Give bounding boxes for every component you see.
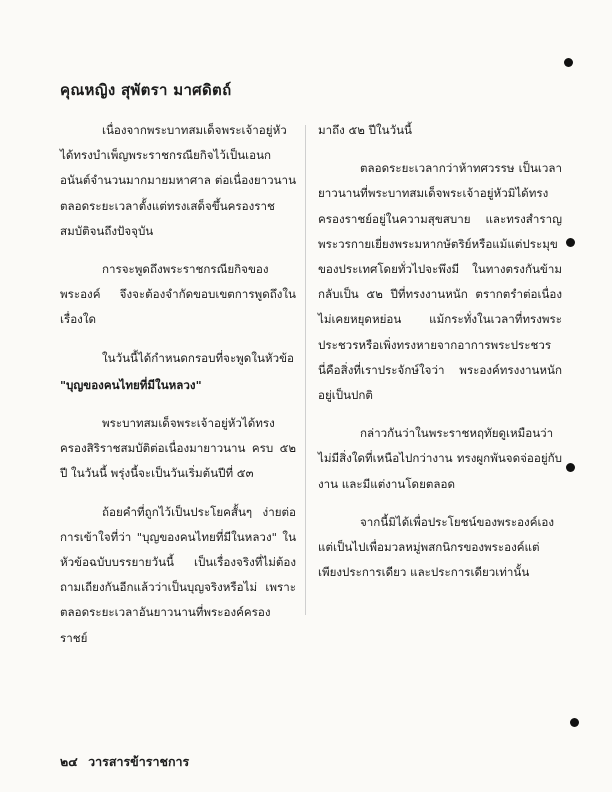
paragraph: จากนี้มิได้เพื่อประโยชน์ของพระองค์เองแต่เป็นไปเพื่อมวลหมู่พสกนิกรของพระองค์แต่เพียงประการเดียว และประการเดียวเท่านั้น	[318, 514, 555, 580]
paragraph: การจะพูดถึงพระราชกรณียกิจของพระองค์ จึงจะต้องจำกัดขอบเขตการพูดถึงในเรื่องใด	[60, 262, 296, 327]
binding-hole-mark	[564, 58, 573, 67]
page-footer	[60, 752, 189, 772]
left-column	[60, 118, 296, 664]
topic-title: "บุญของคนไทยที่มีในหลวง"	[60, 377, 202, 392]
paragraph: เนื่องจากพระบาทสมเด็จพระเจ้าอยู่หัวได้ทรงบำเพ็ญพระราชกรณียกิจไว้เป็นเอนกอนันต์จำนวนมากมายมหาศาล ต่อเนื่องยาวนานตลอดระยะเวลาตั้งแต่ทรงเสด็จขึ้นครองราชสมบัติจนถึงปัจจุบัน	[60, 123, 296, 238]
paragraph: กล่าวกันว่าในพระราชหฤทัยดูเหมือนว่าไม่มีสิ่งใดที่เหนือไปกว่างาน ทรงผูกพันจดจ่ออยู่กับงาน และมีแต่งานโดยตลอด	[318, 426, 562, 491]
page-number: ๒๔	[60, 754, 78, 769]
right-column	[318, 118, 562, 598]
paragraph: ถ้อยคำที่ถูกไว้เป็นประโยคสั้นๆ ง่ายต่อการเข้าใจที่ว่า "บุญของคนไทยที่มีในหลวง" ในหัวข้อฉบับบรรยายวันนี้ เป็นเรื่องจริงที่ไม่ต้องถามเถียงกันอีกแล้วว่าเป็นบุญจริงหรือไม่ เพราะตลอดระยะเวลาอันยาวนานที่พระองค์ครองราชย์	[60, 504, 296, 645]
journal-name: วารสารข้าราชการ	[88, 754, 190, 769]
paragraph: พระบาทสมเด็จพระเจ้าอยู่หัวได้ทรงครองสิริราชสมบัติต่อเนื่องมายาวนาน ครบ ๕๒ ปี ในวันนี้ พรุ่งนี้จะเป็นวันเริ่มต้นปีที่ ๕๓	[60, 416, 296, 481]
paragraph: มาถึง ๕๒ ปีในวันนี้	[318, 123, 412, 137]
column-divider	[305, 125, 306, 615]
paragraph: ในวันนี้ได้กำหนดกรอบที่จะพูดในหัวข้อ	[102, 350, 294, 365]
binding-hole-mark	[566, 238, 575, 247]
author-name: คุณหญิง สุพัตรา มาศดิตถ์	[60, 81, 232, 99]
paragraph: ตลอดระยะเวลากว่าห้าทศวรรษ เป็นเวลายาวนานที่พระบาทสมเด็จพระเจ้าอยู่หัวมิได้ทรงครองราชย์อยู่ในความสุขสบาย และทรงสำราญพระวรกายเยี่ยงพระมหากษัตริย์หรือแม้แต่ประมุขของประเทศโดยทั่วไปจะพึงมี ในทางตรงกันข้ามกลับเป็น ๕๒ ปีที่ทรงงานหนัก ตรากตรำต่อเนื่องไม่เคยหยุดหย่อน แม้กระทั่งในเวลาที่ทรงพระประชวรหรือเพิ่งทรงหายจากอาการพระประชวร นี่คือสิ่งที่เราประจักษ์ใจว่า พระองค์ทรงงานหนักอยู่เป็นปกติ	[318, 161, 562, 403]
binding-hole-mark	[566, 463, 575, 472]
binding-hole-mark	[570, 718, 579, 727]
